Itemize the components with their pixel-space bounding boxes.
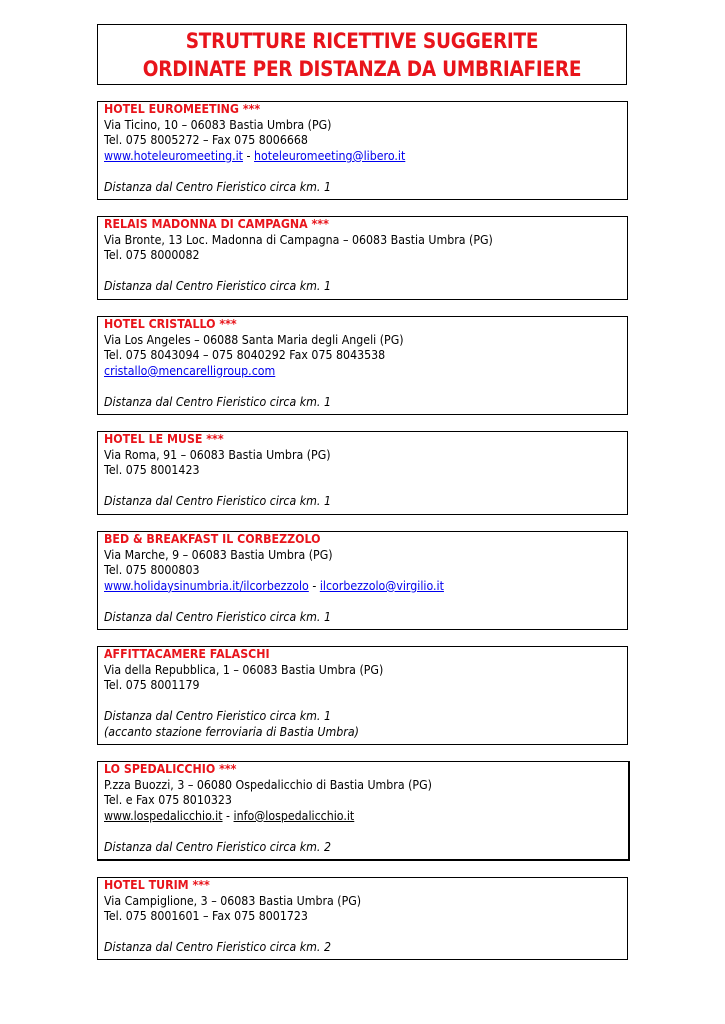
hotel-email-link[interactable]: hoteleuromeeting@libero.it xyxy=(254,148,406,163)
hotel-distance: Distanza dal Centro Fieristico circa km. 1 xyxy=(104,709,331,724)
hotel-links xyxy=(104,149,580,165)
hotel-distance: Distanza dal Centro Fieristico circa km. 1 xyxy=(104,494,331,509)
hotel-card-corbezzolo xyxy=(97,531,628,630)
hotel-name: HOTEL LE MUSE *** xyxy=(104,432,224,446)
hotel-links xyxy=(104,364,580,380)
hotel-address: Via Roma, 91 – 06083 Bastia Umbra (PG) xyxy=(104,447,331,462)
link-separator: - xyxy=(222,808,234,823)
hotel-distance: Distanza dal Centro Fieristico circa km. 1 xyxy=(104,279,331,294)
hotel-website-link[interactable]: www.holidaysinumbria.it/ilcorbezzolo xyxy=(104,578,309,593)
link-separator: - xyxy=(308,578,320,593)
hotel-card-euromeeting xyxy=(97,101,628,200)
hotel-card-cristallo xyxy=(97,316,628,415)
hotel-name: AFFITTACAMERE FALASCHI xyxy=(104,647,270,661)
hotel-phone: Tel. 075 8000082 xyxy=(104,248,200,263)
hotel-phone: Tel. 075 8001601 – Fax 075 8001723 xyxy=(104,909,308,924)
hotel-card-turim xyxy=(97,877,628,960)
page-title-line-1: STRUTTURE RICETTIVE SUGGERITE xyxy=(185,29,539,54)
hotel-phone: Tel. 075 8001423 xyxy=(104,463,200,478)
hotel-card-falaschi xyxy=(97,646,628,745)
hotel-phone: Tel. 075 8043094 – 075 8040292 Fax 075 8043538 xyxy=(104,348,386,363)
hotel-email-link[interactable]: cristallo@mencarelligroup.com xyxy=(104,363,276,378)
hotel-name: RELAIS MADONNA DI CAMPAGNA *** xyxy=(104,217,329,231)
hotel-website-link[interactable]: www.hoteleuromeeting.it xyxy=(104,148,244,163)
hotel-note: (accanto stazione ferroviaria di Bastia Umbra) xyxy=(104,724,359,739)
title-box xyxy=(97,24,627,85)
hotel-links xyxy=(104,579,580,595)
hotel-distance: Distanza dal Centro Fieristico circa km. 2 xyxy=(104,940,331,955)
hotel-address: Via Marche, 9 – 06083 Bastia Umbra (PG) xyxy=(104,547,333,562)
hotel-phone: Tel. 075 8005272 – Fax 075 8006668 xyxy=(104,133,308,148)
hotel-distance: Distanza dal Centro Fieristico circa km. 1 xyxy=(104,394,331,409)
hotel-website-link[interactable]: www.lospedalicchio.it xyxy=(104,808,223,823)
hotel-name: HOTEL CRISTALLO *** xyxy=(104,317,237,331)
hotel-name: LO SPEDALICCHIO *** xyxy=(104,762,237,776)
hotel-address: Via Ticino, 10 – 06083 Bastia Umbra (PG) xyxy=(104,117,332,132)
hotel-email-link[interactable]: info@lospedalicchio.it xyxy=(233,808,355,823)
hotel-distance: Distanza dal Centro Fieristico circa km. 2 xyxy=(104,839,331,854)
hotel-card-le-muse xyxy=(97,431,628,515)
hotel-phone: Tel. e Fax 075 8010323 xyxy=(104,793,232,808)
hotel-card-spedalicchio xyxy=(97,761,630,861)
hotel-name: HOTEL EUROMEETING *** xyxy=(104,102,261,116)
hotel-address: Via Bronte, 13 Loc. Madonna di Campagna – 06083 Bastia Umbra (PG) xyxy=(104,232,493,247)
hotel-address: P.zza Buozzi, 3 – 06080 Ospedalicchio di Bastia Umbra (PG) xyxy=(104,777,432,792)
hotel-address: Via della Repubblica, 1 – 06083 Bastia Umbra (PG) xyxy=(104,662,384,677)
hotel-address: Via Los Angeles – 06088 Santa Maria degli Angeli (PG) xyxy=(104,332,404,347)
page-title-line-2: ORDINATE PER DISTANZA DA UMBRIAFIERE xyxy=(142,57,582,82)
hotel-address: Via Campiglione, 3 – 06083 Bastia Umbra (PG) xyxy=(104,893,362,908)
hotel-links xyxy=(104,809,581,825)
hotel-name: HOTEL TURIM *** xyxy=(104,878,210,892)
link-separator: - xyxy=(243,148,255,163)
hotel-card-relais-madonna xyxy=(97,216,628,300)
hotel-email-link[interactable]: ilcorbezzolo@virgilio.it xyxy=(319,578,444,593)
hotel-distance: Distanza dal Centro Fieristico circa km. 1 xyxy=(104,179,331,194)
hotel-phone: Tel. 075 8001179 xyxy=(104,678,200,693)
hotel-phone: Tel. 075 8000803 xyxy=(104,563,200,578)
hotel-distance: Distanza dal Centro Fieristico circa km. 1 xyxy=(104,609,331,624)
hotel-name: BED & BREAKFAST IL CORBEZZOLO xyxy=(104,532,321,546)
